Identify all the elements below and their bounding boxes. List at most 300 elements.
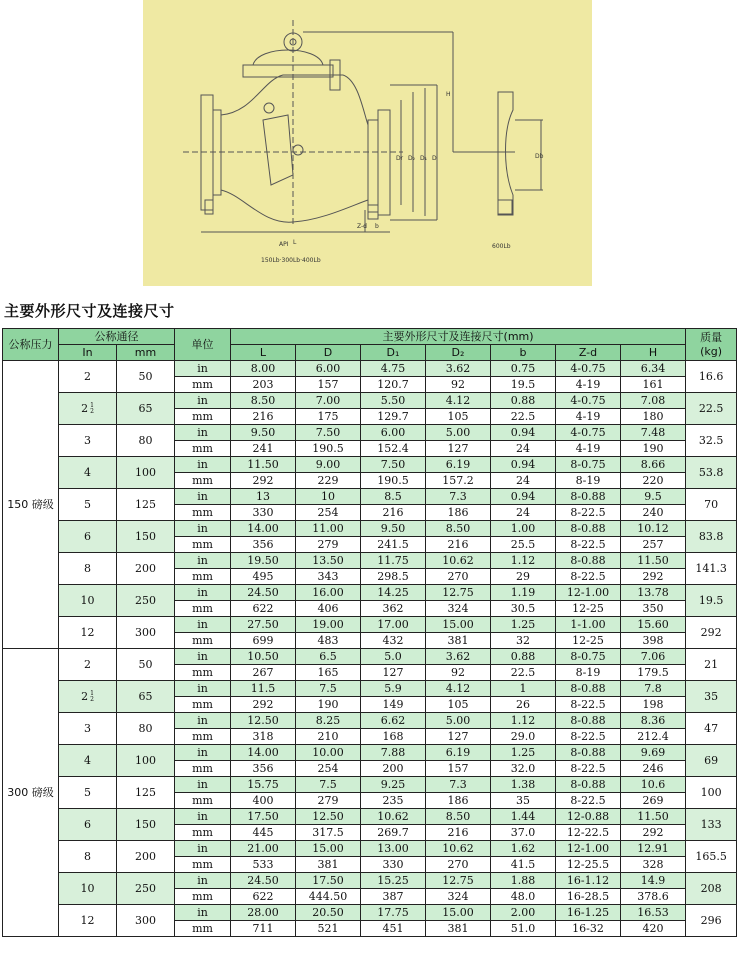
cell-mm-l: 699: [231, 633, 296, 649]
cell-mm-l: 267: [231, 665, 296, 681]
unit-in-label: in: [175, 905, 231, 921]
unit-mm-label: mm: [175, 569, 231, 585]
dn-value: 150: [117, 521, 175, 553]
cell-mm-l: 330: [231, 505, 296, 521]
cell-mm-d-: 168: [361, 729, 426, 745]
nps-value: 3: [84, 722, 91, 735]
cell-mm-l: 622: [231, 889, 296, 905]
unit-mm-label: mm: [175, 857, 231, 873]
cell-mm-b: 35: [491, 793, 556, 809]
cell-in-z-d: 8-0.88: [556, 553, 621, 569]
nps-value: 8: [84, 562, 91, 575]
cell-in-h: 13.78: [621, 585, 686, 601]
cell-mm-b: 48.0: [491, 889, 556, 905]
header-col-D2: D₂: [426, 345, 491, 361]
cell-mm-b: 19.5: [491, 377, 556, 393]
cell-in-d-: 4.75: [361, 361, 426, 377]
nps-cell: [59, 873, 117, 905]
cell-mm-b: 30.5: [491, 601, 556, 617]
section-title: 主要外形尺寸及连接尺寸: [4, 302, 175, 320]
cell-mm-d-: 216: [361, 505, 426, 521]
unit-in-label: in: [175, 553, 231, 569]
cell-in-d-: 6.00: [361, 425, 426, 441]
dn-value: 100: [117, 745, 175, 777]
dn-value: 250: [117, 585, 175, 617]
unit-in-label: in: [175, 649, 231, 665]
mass-value: 141.3: [686, 553, 737, 585]
cell-mm-l: 711: [231, 921, 296, 937]
table-row-in: [3, 521, 737, 537]
cell-in-h: 7.48: [621, 425, 686, 441]
cell-in-b: 1.88: [491, 873, 556, 889]
cell-mm-z-d: 12-22.5: [556, 825, 621, 841]
cell-mm-l: 241: [231, 441, 296, 457]
pressure-class-label: 150 磅级: [3, 361, 59, 649]
nps-cell: [59, 425, 117, 457]
dim-zd-label: Z-d: [357, 223, 367, 230]
dn-value: 300: [117, 617, 175, 649]
cell-in-l: 13: [231, 489, 296, 505]
cell-mm-z-d: 8-22.5: [556, 729, 621, 745]
unit-in-label: in: [175, 457, 231, 473]
unit-in-label: in: [175, 361, 231, 377]
mass-value: 296: [686, 905, 737, 937]
cell-in-d-: 7.88: [361, 745, 426, 761]
cell-in-d: 17.50: [296, 873, 361, 889]
cell-in-z-d: 4-0.75: [556, 425, 621, 441]
cell-in-d-: 10.62: [361, 809, 426, 825]
mass-value: 19.5: [686, 585, 737, 617]
cell-mm-l: 495: [231, 569, 296, 585]
cell-mm-b: 51.0: [491, 921, 556, 937]
cell-mm-b: 29: [491, 569, 556, 585]
cell-mm-d: 343: [296, 569, 361, 585]
header-col-L: L: [231, 345, 296, 361]
cell-in-d-: 15.25: [361, 873, 426, 889]
unit-mm-label: mm: [175, 729, 231, 745]
mass-value: 133: [686, 809, 737, 841]
nps-value: 4: [84, 466, 91, 479]
cell-in-h: 9.69: [621, 745, 686, 761]
mass-value: 16.6: [686, 361, 737, 393]
nps-cell: [59, 553, 117, 585]
caption-classes: 150Lb·300Lb·400Lb: [261, 257, 321, 264]
unit-mm-label: mm: [175, 633, 231, 649]
cell-mm-d-: 157: [426, 761, 491, 777]
nps-value: 2: [84, 658, 91, 671]
cell-in-z-d: 8-0.88: [556, 777, 621, 793]
cell-in-d-: 17.75: [361, 905, 426, 921]
cell-in-b: 1.44: [491, 809, 556, 825]
cell-mm-z-d: 8-22.5: [556, 697, 621, 713]
cell-mm-d-: 270: [426, 857, 491, 873]
cell-mm-z-d: 8-22.5: [556, 537, 621, 553]
dn-value: 125: [117, 489, 175, 521]
cell-mm-z-d: 8-22.5: [556, 505, 621, 521]
unit-mm-label: mm: [175, 473, 231, 489]
cell-mm-d: 317.5: [296, 825, 361, 841]
cell-mm-d-: 152.4: [361, 441, 426, 457]
dimension-table-body: [3, 361, 737, 937]
cell-in-h: 12.91: [621, 841, 686, 857]
cell-mm-d-: 105: [426, 697, 491, 713]
cell-in-b: 1: [491, 681, 556, 697]
unit-mm-label: mm: [175, 377, 231, 393]
dim-L-label: L: [293, 239, 297, 246]
cell-mm-d: 210: [296, 729, 361, 745]
cell-in-b: 1.19: [491, 585, 556, 601]
header-mass-label: 质量: [700, 330, 723, 344]
mass-value: 22.5: [686, 393, 737, 425]
cell-mm-d: 444.50: [296, 889, 361, 905]
cell-mm-b: 24: [491, 441, 556, 457]
mass-value: 83.8: [686, 521, 737, 553]
cell-in-d-: 12.75: [426, 873, 491, 889]
unit-mm-label: mm: [175, 793, 231, 809]
unit-in-label: in: [175, 489, 231, 505]
cell-in-l: 27.50: [231, 617, 296, 633]
nps-cell: [59, 681, 117, 713]
unit-mm-label: mm: [175, 921, 231, 937]
dim-b-label: b: [375, 223, 379, 230]
cell-mm-d: 254: [296, 761, 361, 777]
cell-in-d-: 6.19: [426, 457, 491, 473]
mass-value: 70: [686, 489, 737, 521]
unit-in-label: in: [175, 425, 231, 441]
cell-in-l: 14.00: [231, 745, 296, 761]
cell-mm-z-d: 12-25: [556, 601, 621, 617]
mass-value: 53.8: [686, 457, 737, 489]
cell-in-z-d: 8-0.88: [556, 489, 621, 505]
cell-in-h: 11.50: [621, 553, 686, 569]
cell-mm-z-d: 8-22.5: [556, 793, 621, 809]
unit-in-label: in: [175, 873, 231, 889]
cell-mm-b: 22.5: [491, 665, 556, 681]
table-row-in: [3, 809, 737, 825]
cell-mm-h: 292: [621, 825, 686, 841]
cell-in-l: 24.50: [231, 873, 296, 889]
cell-in-h: 10.6: [621, 777, 686, 793]
unit-in-label: in: [175, 681, 231, 697]
unit-in-label: in: [175, 393, 231, 409]
cell-in-b: 1.00: [491, 521, 556, 537]
unit-mm-label: mm: [175, 889, 231, 905]
cell-mm-l: 622: [231, 601, 296, 617]
unit-in-label: in: [175, 713, 231, 729]
nps-value: 5: [84, 498, 91, 511]
half-fraction: 1 2: [90, 402, 94, 415]
cell-mm-d-: 235: [361, 793, 426, 809]
table-row-in: [3, 681, 737, 697]
nps-value: 10: [80, 594, 95, 607]
dn-value: 50: [117, 649, 175, 681]
unit-mm-label: mm: [175, 665, 231, 681]
cell-in-h: 15.60: [621, 617, 686, 633]
table-row-in: [3, 745, 737, 761]
nps-value: 12: [80, 914, 95, 927]
cell-in-l: 9.50: [231, 425, 296, 441]
mass-value: 69: [686, 745, 737, 777]
nps-value: 2: [81, 690, 89, 703]
unit-mm-label: mm: [175, 505, 231, 521]
cell-in-h: 8.66: [621, 457, 686, 473]
cell-mm-d: 483: [296, 633, 361, 649]
nps-value: 6: [84, 818, 91, 831]
cell-mm-b: 29.0: [491, 729, 556, 745]
dn-value: 200: [117, 841, 175, 873]
unit-in-label: in: [175, 745, 231, 761]
cell-in-h: 7.8: [621, 681, 686, 697]
header-mass-unit: (kg): [700, 344, 723, 358]
cell-in-d-: 15.00: [426, 905, 491, 921]
table-row-in: [3, 873, 737, 889]
unit-mm-label: mm: [175, 761, 231, 777]
cell-mm-l: 318: [231, 729, 296, 745]
cell-in-h: 14.9: [621, 873, 686, 889]
cell-mm-d-: 381: [426, 921, 491, 937]
cell-mm-l: 400: [231, 793, 296, 809]
cell-mm-d-: 216: [426, 537, 491, 553]
nps-value: 5: [84, 786, 91, 799]
cell-mm-l: 533: [231, 857, 296, 873]
cell-mm-d-: 105: [426, 409, 491, 425]
cell-mm-h: 198: [621, 697, 686, 713]
cell-in-d-: 14.25: [361, 585, 426, 601]
table-row-in: [3, 361, 737, 377]
mass-value: 47: [686, 713, 737, 745]
cell-mm-d-: 190.5: [361, 473, 426, 489]
cell-in-d-: 6.19: [426, 745, 491, 761]
cell-in-h: 10.12: [621, 521, 686, 537]
cell-in-d: 10.00: [296, 745, 361, 761]
cell-in-d-: 8.50: [426, 521, 491, 537]
cell-in-d: 13.50: [296, 553, 361, 569]
cell-in-d: 11.00: [296, 521, 361, 537]
nps-cell: [59, 777, 117, 809]
cell-mm-b: 37.0: [491, 825, 556, 841]
cell-in-d: 16.00: [296, 585, 361, 601]
table-row-in: [3, 617, 737, 633]
cell-in-d-: 15.00: [426, 617, 491, 633]
cell-in-d: 7.00: [296, 393, 361, 409]
cell-in-z-d: 8-0.75: [556, 457, 621, 473]
cell-mm-h: 240: [621, 505, 686, 521]
cell-mm-d-: 200: [361, 761, 426, 777]
nps-cell: [59, 489, 117, 521]
cell-mm-z-d: 12-25.5: [556, 857, 621, 873]
header-col-D1: D₁: [361, 345, 426, 361]
cell-mm-b: 32: [491, 633, 556, 649]
cell-in-z-d: 4-0.75: [556, 361, 621, 377]
cell-in-z-d: 8-0.88: [556, 713, 621, 729]
cell-mm-l: 292: [231, 697, 296, 713]
cell-mm-d-: 92: [426, 377, 491, 393]
cell-mm-h: 180: [621, 409, 686, 425]
unit-in-label: in: [175, 841, 231, 857]
cell-mm-l: 216: [231, 409, 296, 425]
cell-in-h: 9.5: [621, 489, 686, 505]
cell-mm-z-d: 8-22.5: [556, 569, 621, 585]
nps-cell: [59, 745, 117, 777]
cell-in-d-: 3.62: [426, 649, 491, 665]
table-row-in: [3, 489, 737, 505]
dim-H-label: H: [446, 91, 451, 98]
dn-value: 80: [117, 713, 175, 745]
cell-mm-l: 203: [231, 377, 296, 393]
cell-in-b: 0.88: [491, 649, 556, 665]
nps-cell: [59, 521, 117, 553]
cell-in-l: 8.50: [231, 393, 296, 409]
cell-in-l: 15.75: [231, 777, 296, 793]
header-nominal-mm: mm: [117, 345, 175, 361]
cell-mm-h: 246: [621, 761, 686, 777]
cell-mm-d: 165: [296, 665, 361, 681]
mass-value: 35: [686, 681, 737, 713]
cell-mm-b: 41.5: [491, 857, 556, 873]
cell-in-l: 17.50: [231, 809, 296, 825]
nps-cell: [59, 585, 117, 617]
caption-api: API: [279, 241, 289, 248]
cell-in-d-: 17.00: [361, 617, 426, 633]
dn-value: 150: [117, 809, 175, 841]
cell-mm-d: 381: [296, 857, 361, 873]
table-row-in: [3, 393, 737, 409]
header-nominal: 公称通径: [59, 329, 175, 345]
dn-value: 200: [117, 553, 175, 585]
unit-in-label: in: [175, 521, 231, 537]
cell-in-d: 15.00: [296, 841, 361, 857]
dim-dr-label: Dr: [396, 155, 404, 162]
cell-in-d: 6.5: [296, 649, 361, 665]
cell-mm-z-d: 8-19: [556, 473, 621, 489]
cell-in-b: 0.88: [491, 393, 556, 409]
cell-in-d-: 7.3: [426, 489, 491, 505]
cell-mm-h: 378.6: [621, 889, 686, 905]
mass-value: 21: [686, 649, 737, 681]
cell-in-d-: 10.62: [426, 841, 491, 857]
cell-in-z-d: 8-0.88: [556, 681, 621, 697]
table-row-in: [3, 841, 737, 857]
dn-value: 300: [117, 905, 175, 937]
cell-in-d-: 11.75: [361, 553, 426, 569]
cell-mm-d-: 362: [361, 601, 426, 617]
cell-in-d-: 9.25: [361, 777, 426, 793]
cell-mm-d-: 127: [426, 729, 491, 745]
caption-600lb: 600Lb: [492, 243, 511, 250]
cell-mm-d-: 387: [361, 889, 426, 905]
cell-mm-d-: 381: [426, 633, 491, 649]
cell-in-l: 10.50: [231, 649, 296, 665]
cell-mm-h: 292: [621, 569, 686, 585]
cell-in-h: 6.34: [621, 361, 686, 377]
table-row-in: [3, 553, 737, 569]
cell-in-d-: 7.50: [361, 457, 426, 473]
nps-value: 8: [84, 850, 91, 863]
cell-in-d: 10: [296, 489, 361, 505]
nps-cell: [59, 841, 117, 873]
cell-mm-h: 190: [621, 441, 686, 457]
cell-in-l: 8.00: [231, 361, 296, 377]
cell-mm-l: 356: [231, 537, 296, 553]
cell-mm-d-: 216: [426, 825, 491, 841]
header-nominal-in: In: [59, 345, 117, 361]
nps-cell: [59, 617, 117, 649]
dimension-table-wrap: [2, 328, 736, 937]
table-row-in: [3, 649, 737, 665]
header-class: 公称压力: [3, 329, 59, 361]
cell-in-d: 6.00: [296, 361, 361, 377]
cell-in-b: 0.75: [491, 361, 556, 377]
header-dims: 主要外形尺寸及连接尺寸(mm): [231, 329, 686, 345]
cell-mm-b: 24: [491, 473, 556, 489]
cell-mm-d: 190: [296, 697, 361, 713]
nps-value: 2: [81, 402, 89, 415]
cell-mm-d-: 241.5: [361, 537, 426, 553]
nps-cell: [59, 457, 117, 489]
cell-mm-h: 220: [621, 473, 686, 489]
table-row-in: [3, 777, 737, 793]
mass-value: 208: [686, 873, 737, 905]
cell-mm-d-: 127: [426, 441, 491, 457]
header-col-zd: Z-d: [556, 345, 621, 361]
cell-in-d: 12.50: [296, 809, 361, 825]
header-col-D: D: [296, 345, 361, 361]
nps-value: 10: [80, 882, 95, 895]
cell-in-d-: 4.12: [426, 393, 491, 409]
cell-mm-d-: 92: [426, 665, 491, 681]
cell-mm-l: 445: [231, 825, 296, 841]
cell-in-z-d: 8-0.88: [556, 745, 621, 761]
cell-in-b: 1.12: [491, 553, 556, 569]
cell-in-d-: 5.50: [361, 393, 426, 409]
unit-mm-label: mm: [175, 409, 231, 425]
cell-mm-d-: 120.7: [361, 377, 426, 393]
cell-in-d-: 13.00: [361, 841, 426, 857]
table-row-in: [3, 713, 737, 729]
cell-mm-d-: 324: [426, 889, 491, 905]
unit-in-label: in: [175, 777, 231, 793]
half-fraction: 1 2: [90, 690, 94, 703]
dim-db-label: Db: [535, 153, 544, 160]
dn-value: 50: [117, 361, 175, 393]
cell-mm-d-: 186: [426, 505, 491, 521]
valve-schematic: [143, 0, 592, 286]
cell-in-d: 7.5: [296, 681, 361, 697]
cell-mm-d-: 451: [361, 921, 426, 937]
nps-cell: [59, 905, 117, 937]
cell-mm-h: 269: [621, 793, 686, 809]
mass-value: 32.5: [686, 425, 737, 457]
cell-in-b: 0.94: [491, 489, 556, 505]
cell-in-z-d: 16-1.25: [556, 905, 621, 921]
header-col-b: b: [491, 345, 556, 361]
cell-mm-h: 179.5: [621, 665, 686, 681]
cell-in-d-: 5.00: [426, 425, 491, 441]
table-row-in: [3, 425, 737, 441]
cell-mm-h: 161: [621, 377, 686, 393]
nps-value: 2: [84, 370, 91, 383]
dn-value: 250: [117, 873, 175, 905]
cell-in-l: 11.50: [231, 457, 296, 473]
cell-mm-d-: 432: [361, 633, 426, 649]
mass-value: 100: [686, 777, 737, 809]
unit-mm-label: mm: [175, 537, 231, 553]
mass-value: 165.5: [686, 841, 737, 873]
nps-value: 12: [80, 626, 95, 639]
cell-in-d-: 5.00: [426, 713, 491, 729]
cell-in-b: 1.25: [491, 745, 556, 761]
cell-in-b: 1.25: [491, 617, 556, 633]
